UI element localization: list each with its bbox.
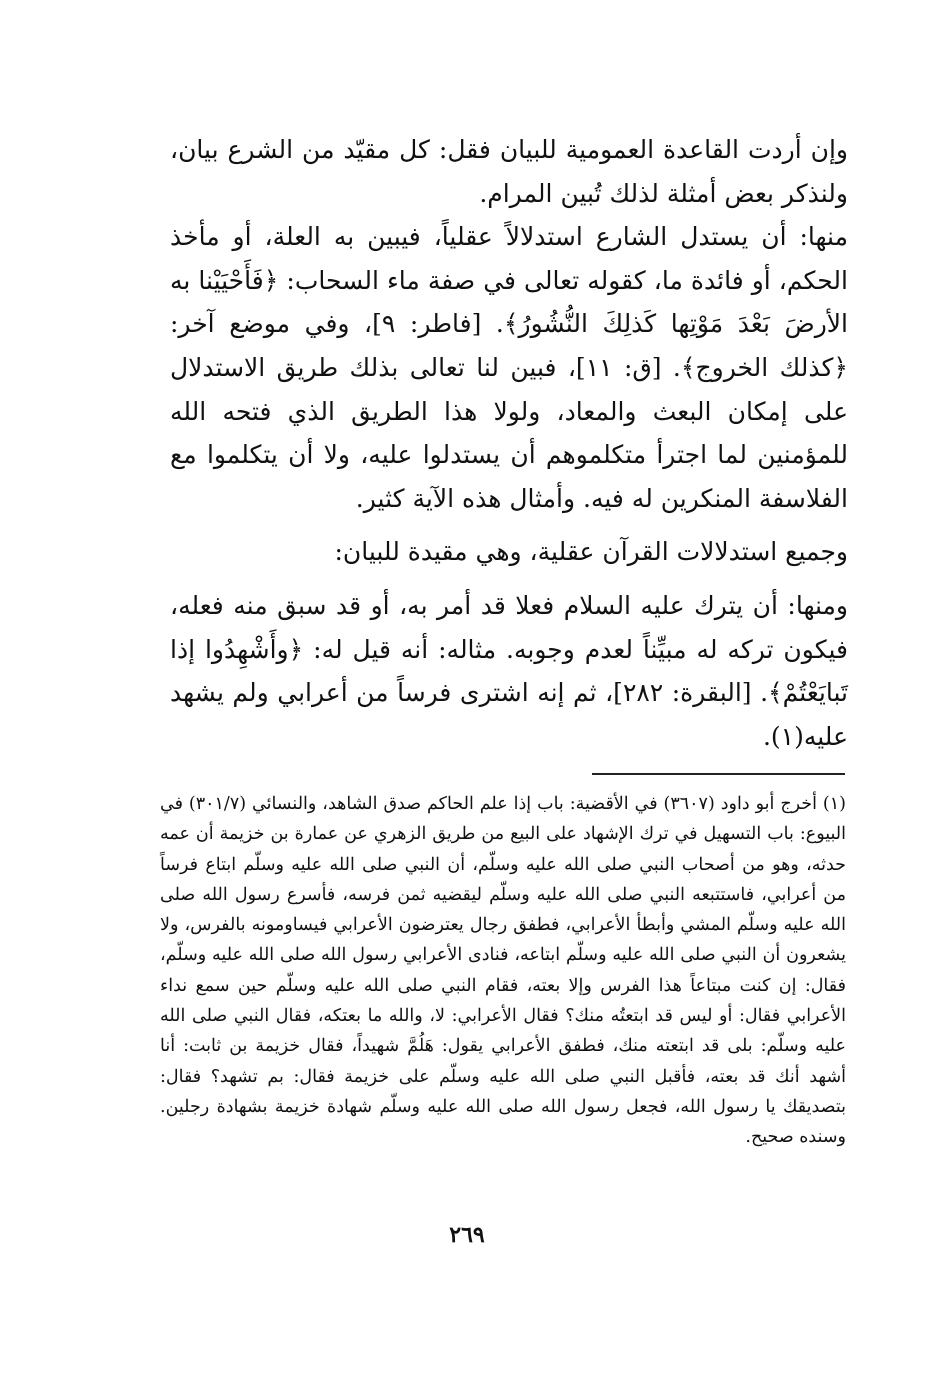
main-text xyxy=(170,128,848,758)
paragraph-abandoned-act: ومنها: أن يترك عليه السلام فعلا قد أمر به، أو قد سبق منه فعله، فيكون تركه له مبيِّناً لعدم وجوبه. مثاله: أنه قيل له: ﴿وأَشْهِدُوا إذا تَبايَعْتُمْ﴾. [البقرة: ٢٨٢]، ثم إنه اشترى فرساً من أعرابي ولم يشهد عليه(١). xyxy=(170,590,848,751)
paragraph-rational-argument: منها: أن يستدل الشارع استدلالاً عقلياً، فيبين به العلة، أو مأخذ الحكم، أو فائدة ما، كقوله تعالى في صفة ماء السحاب: ﴿فَأَحْيَيْنا به الأرضَ بَعْدَ مَوْتِها كَذلِكَ النُّشُورُ﴾. [فاطر: ٩]، وفي موضع آخر: ﴿كذلك الخروج﴾. [ق: ١١]، فبين لنا تعالى بذلك طريق الاستدلال على إمكان البعث والمعاد، ولولا هذا الطريق الذي فتحه الله للمؤمنين لما اجترأ متكلموهم أن يستدلوا عليه، ولا أن يتكلموا مع الفلاسفة المنكرين له فيه. وأمثال هذه الآية كثير. xyxy=(170,222,848,513)
footnote-separator xyxy=(592,773,845,775)
footnote-1: (١) أخرج أبو داود (٣٦٠٧) في الأقضية: باب إذا علم الحاكم صدق الشاهد، والنسائي (٣٠١/٧) في البيوع: باب التسهيل في ترك الإشهاد على البيع من طريق الزهري عن عمارة بن خزيمة أن عمه حدثه، وهو من أصحاب النبي صلى الله عليه وسلّم، أن النبي صلى الله عليه وسلّم ابتاع فرساً من أعرابي، فاستتبعه النبي صلى الله عليه وسلّم ليقضيه ثمن فرسه، فأسرع رسول الله صلى الله عليه وسلّم المشي وأبطأ الأعرابي، فطفق رجال يعترضون الأعرابي فيساومونه بالفرس، ولا يشعرون أن النبي صلى الله عليه وسلّم ابتاعه، فنادى الأعرابي رسول الله صلى الله عليه وسلّم، فقال: إن كنت مبتاعاً هذا الفرس وإلا بعته، فقام النبي صلى الله عليه وسلّم حين سمع نداء الأعرابي فقال: أو ليس قد ابتعتُه منك؟ فقال الأعرابي: لا، والله ما بعتكه، فقال النبي صلى الله عليه وسلّم: بلى قد ابتعته منك، فطفق الأعرابي يقول: هَلُمَّ شهيداً، فقال خزيمة بن ثابت: أنا أشهد أنك قد بعته، فأقبل النبي صلى الله عليه وسلّم على خزيمة فقال: بم تشهد؟ فقال: بتصديقك يا رسول الله، فجعل رسول الله صلى الله عليه وسلّم شهادة خزيمة بشهادة رجلين. وسنده صحيح. xyxy=(160,794,846,1148)
footnotes xyxy=(160,789,846,1153)
paragraph-general-rule: وإن أردت القاعدة العمومية للبيان فقل: كل مقيّد من الشرع بيان، ولنذكر بعض أمثلة لذلك تُبين المرام. xyxy=(170,135,848,208)
paragraph-quran-arguments: وجميع استدلالات القرآن عقلية، وهي مقيدة للبيان: xyxy=(334,537,848,567)
page-number: ٢٦٩ xyxy=(449,1222,485,1248)
